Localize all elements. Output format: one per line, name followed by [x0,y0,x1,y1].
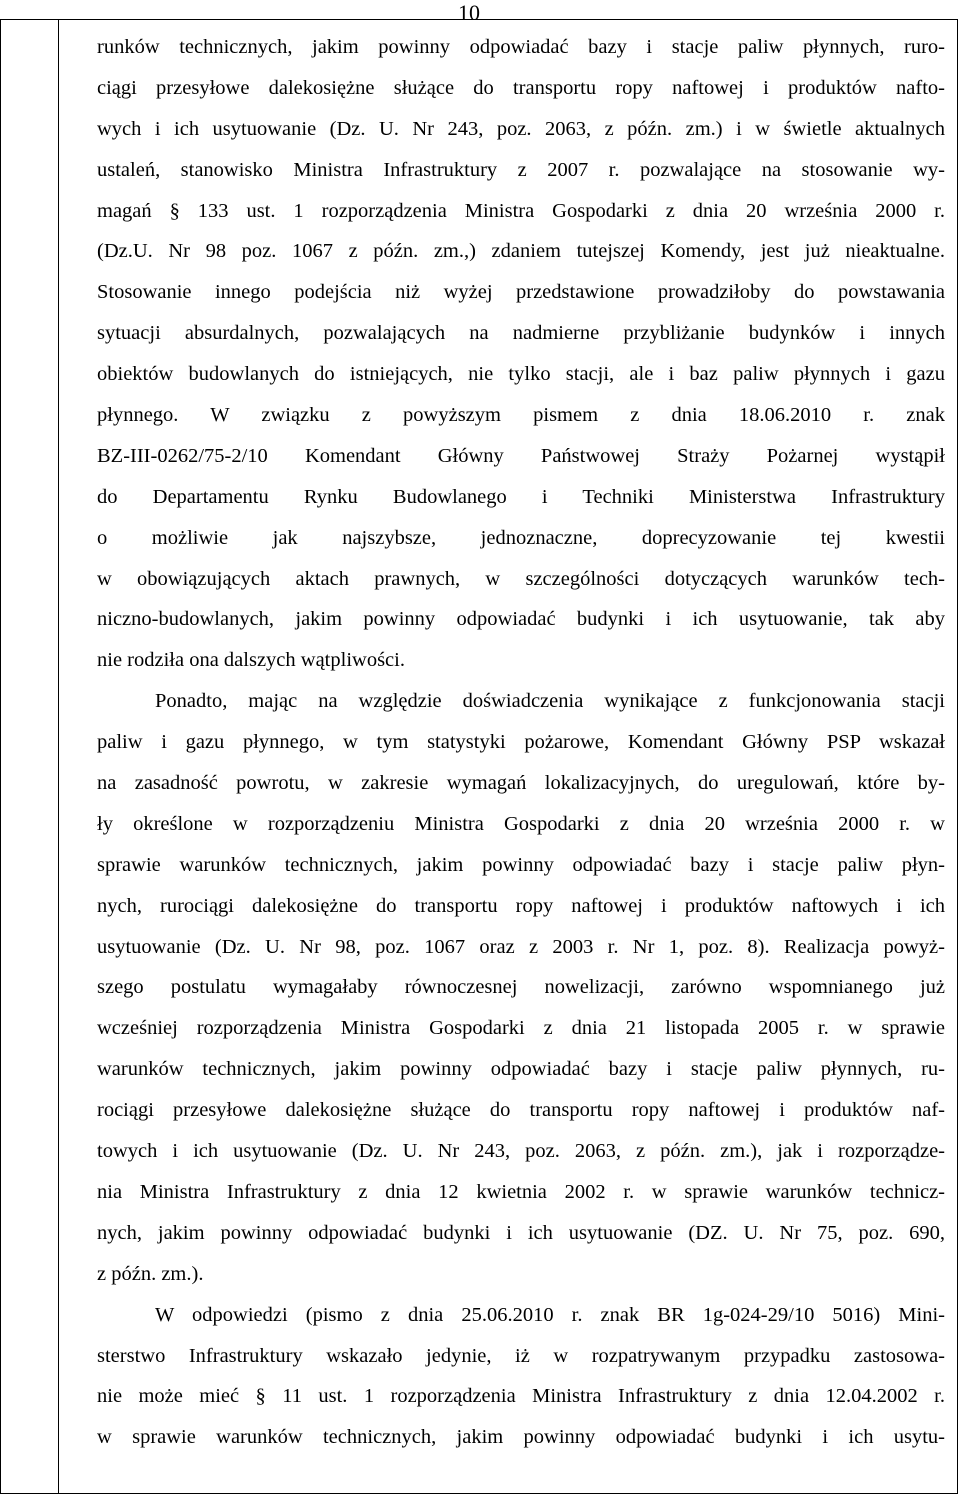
text-line: wych i ich usytuowanie (Dz. U. Nr 243, poz. 2063, z późn. zm.) i w świetle aktualnych [97,117,945,140]
text-line: z późn. zm.). [97,1262,204,1285]
text-line: Ponadto, mając na względzie doświadczenia wynikające z funkcjonowania stacji [155,690,945,713]
text-line: W odpowiedzi (pismo z dnia 25.06.2010 r. znak BR 1g-024-29/10 5016) Mini- [155,1303,945,1326]
text-line: towych i ich usytuowanie (Dz. U. Nr 243, poz. 2063, z późn. zm.), jak i rozporządze- [97,1140,945,1163]
text-line: paliw i gazu płynnego, w tym statystyki pożarowe, Komendant Główny PSP wskazał [97,731,945,754]
left-margin-rule [58,19,59,1494]
text-line: w sprawie warunków technicznych, jakim powinny odpowiadać budynki i ich usytu- [97,1426,945,1449]
text-line: nia Ministra Infrastruktury z dnia 12 kwietnia 2002 r. w sprawie warunków technicz- [97,1180,945,1203]
text-line: Stosowanie innego podejścia niż wyżej przedstawione prowadziłoby do powstawania [97,281,945,304]
text-line: wcześniej rozporządzenia Ministra Gospodarki z dnia 21 listopada 2005 r. w sprawie [97,1017,945,1040]
text-line: runków technicznych, jakim powinny odpowiadać bazy i stacje paliw płynnych, ruro- [97,36,945,58]
text-line: (Dz.U. Nr 98 poz. 1067 z późn. zm.,) zdaniem tutejszej Komendy, jest już nieaktualne. [97,240,945,263]
text-line: warunków technicznych, jakim powinny odpowiadać bazy i stacje paliw płynnych, ru- [97,1058,945,1081]
paragraph [97,1295,945,1459]
text-line: płynnego. W związku z powyższym pismem z dnia 18.06.2010 r. znak [97,404,945,427]
text-line: usytuowanie (Dz. U. Nr 98, poz. 1067 oraz z 2003 r. Nr 1, poz. 8). Realizacja powyż- [97,935,945,958]
text-line: sprawie warunków technicznych, jakim powinny odpowiadać bazy i stacje paliw płyn- [97,853,945,876]
text-line: niczno-budowlanych, jakim powinny odpowiadać budynki i ich usytuowanie, tak aby [97,608,945,631]
text-line: sterstwo Infrastruktury wskazało jedynie, iż w rozpatrywanym przypadku zastosowa- [97,1344,945,1367]
text-line: ustaleń, stanowisko Ministra Infrastruktury z 2007 r. pozwalające na stosowanie wy- [97,158,945,181]
text-line: nych, rurociągi dalekosiężne do transportu ropy naftowej i produktów naftowych i ich [97,894,945,917]
page-number: 10 [458,0,480,25]
text-line: sytuacji absurdalnych, pozwalających na nadmierne przybliżanie budynków i innych [97,322,945,345]
text-line: magań § 133 ust. 1 rozporządzenia Ministra Gospodarki z dnia 20 września 2000 r. [97,199,945,222]
text-line: rociągi przesyłowe dalekosiężne służące do transportu ropy naftowej i produktów naf- [97,1099,945,1122]
text-line: do Departamentu Rynku Budowlanego i Techniki Ministerstwa Infrastruktury [97,485,945,508]
text-line: ciągi przesyłowe dalekosiężne służące do transportu ropy naftowej i produktów nafto- [97,76,945,99]
text-line: na zasadność powrotu, w zakresie wymagań lokalizacyjnych, do uregulowań, które by- [97,772,945,795]
text-line: obiektów budowlanych do istniejących, nie tylko stacji, ale i baz paliw płynnych i gazu [97,363,945,386]
text-line: nie może mieć § 11 ust. 1 rozporządzenia Ministra Infrastruktury z dnia 12.04.2002 r. [97,1385,945,1408]
paragraph [97,681,945,1294]
document-body [97,27,945,1458]
text-line: ły określone w rozporządzeniu Ministra Gospodarki z dnia 20 września 2000 r. w [97,812,945,835]
text-line: BZ-III-0262/75-2/10 Komendant Główny Państwowej Straży Pożarnej wystąpił [97,444,945,467]
text-line: w obowiązujących aktach prawnych, w szczególności dotyczących warunków tech- [97,567,945,590]
text-line: nych, jakim powinny odpowiadać budynki i ich usytuowanie (DZ. U. Nr 75, poz. 690, [97,1221,945,1244]
text-line: nie rodziła ona dalszych wątpliwości. [97,649,405,672]
paragraph [97,27,945,681]
text-line: szego postulatu wymagałaby równoczesnej nowelizacji, zarówno wspomnianego już [97,976,945,999]
text-line: o możliwie jak najszybsze, jednoznaczne, doprecyzowanie tej kwestii [97,526,945,549]
